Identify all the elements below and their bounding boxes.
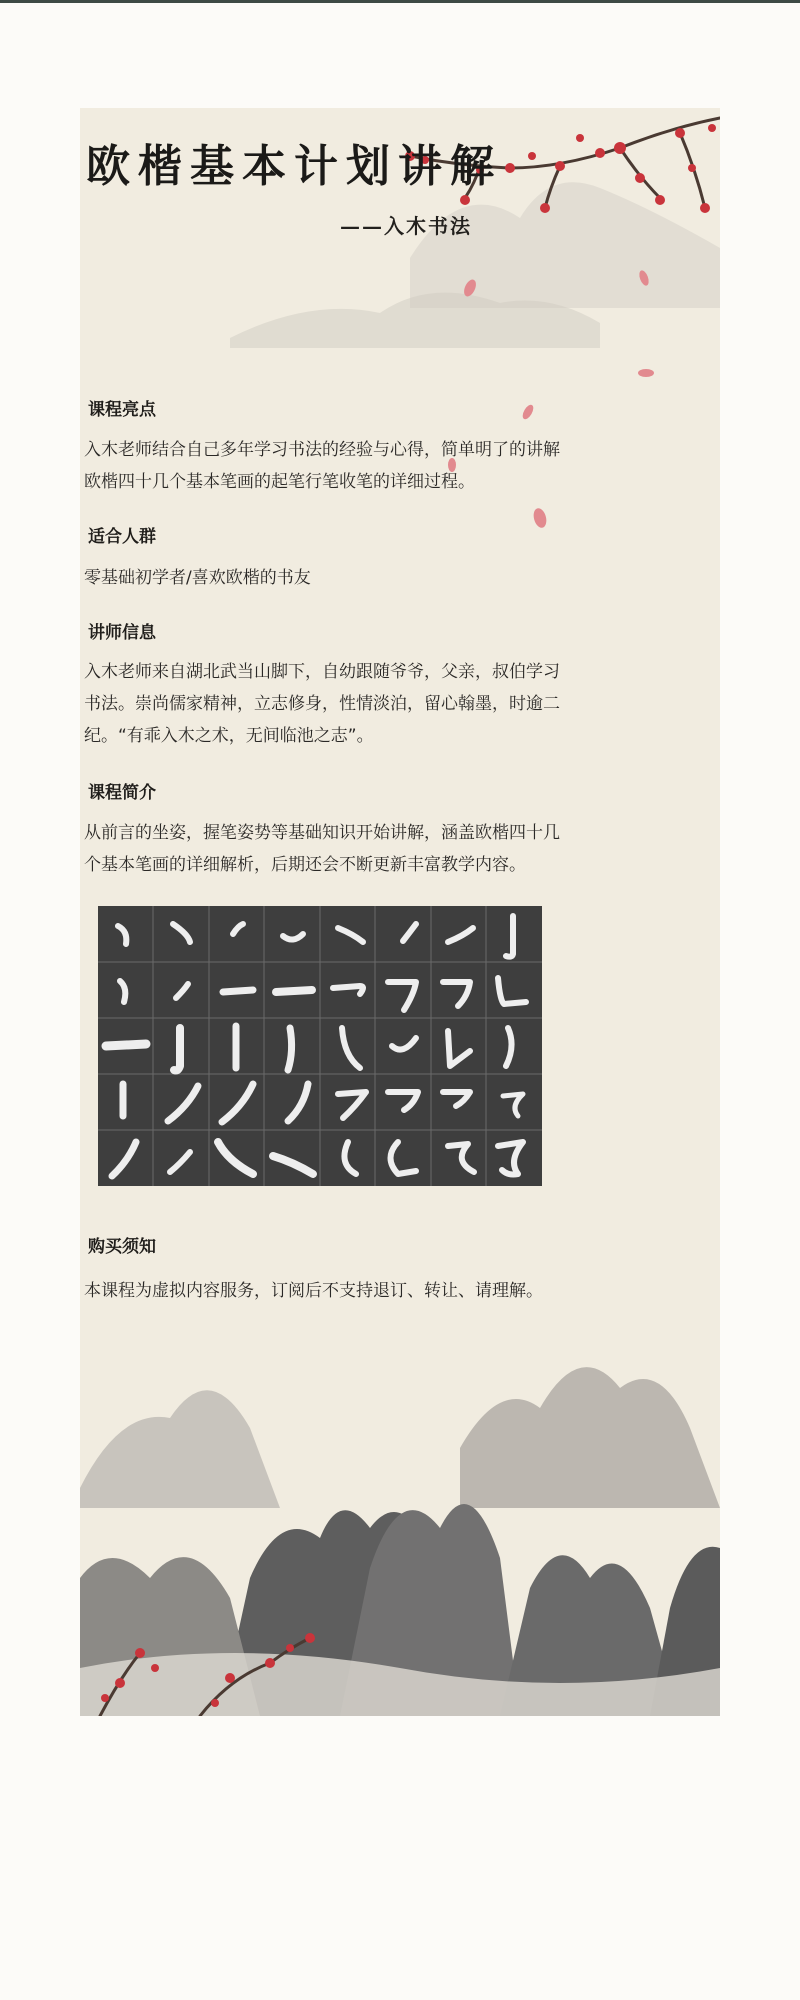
section-body-highlights: 入木老师结合自己多年学习书法的经验与心得，简单明了的讲解欧楷四十几个基本笔画的起笔行笔收笔的详细过程。 xyxy=(84,440,560,492)
calligraphy-strokes-image xyxy=(98,906,542,1186)
section-heading-intro: 课程简介 xyxy=(88,783,156,803)
section-body-audience: 零基础初学者/喜欢欧楷的书友 xyxy=(84,568,311,588)
section-body-purchase-notice: 本课程为虚拟内容服务，订阅后不支持退订、转让、请理解。 xyxy=(84,1281,543,1301)
section-heading-highlights: 课程亮点 xyxy=(88,400,156,420)
section-heading-audience: 适合人群 xyxy=(88,527,156,547)
poster-title: 欧楷基本计划讲解 xyxy=(86,141,502,192)
section-heading-instructor: 讲师信息 xyxy=(88,623,156,643)
section-heading-purchase-notice: 购买须知 xyxy=(88,1237,156,1257)
section-body-intro: 从前言的坐姿，握笔姿势等基础知识开始讲解，涵盖欧楷四十几个基本笔画的详细解析，后期还会不断更新丰富教学内容。 xyxy=(84,823,560,875)
calligraphy-strokes-icon xyxy=(98,906,542,1186)
top-border xyxy=(0,0,800,3)
poster-author: ——入木书法 xyxy=(340,214,472,238)
section-body-instructor: 入木老师来自湖北武当山脚下，自幼跟随爷爷，父亲，叔伯学习书法。崇尚儒家精神，立志修身，性情淡泊，留心翰墨，时逾二纪。“有乖入木之术，无间临池之志”。 xyxy=(84,662,560,746)
